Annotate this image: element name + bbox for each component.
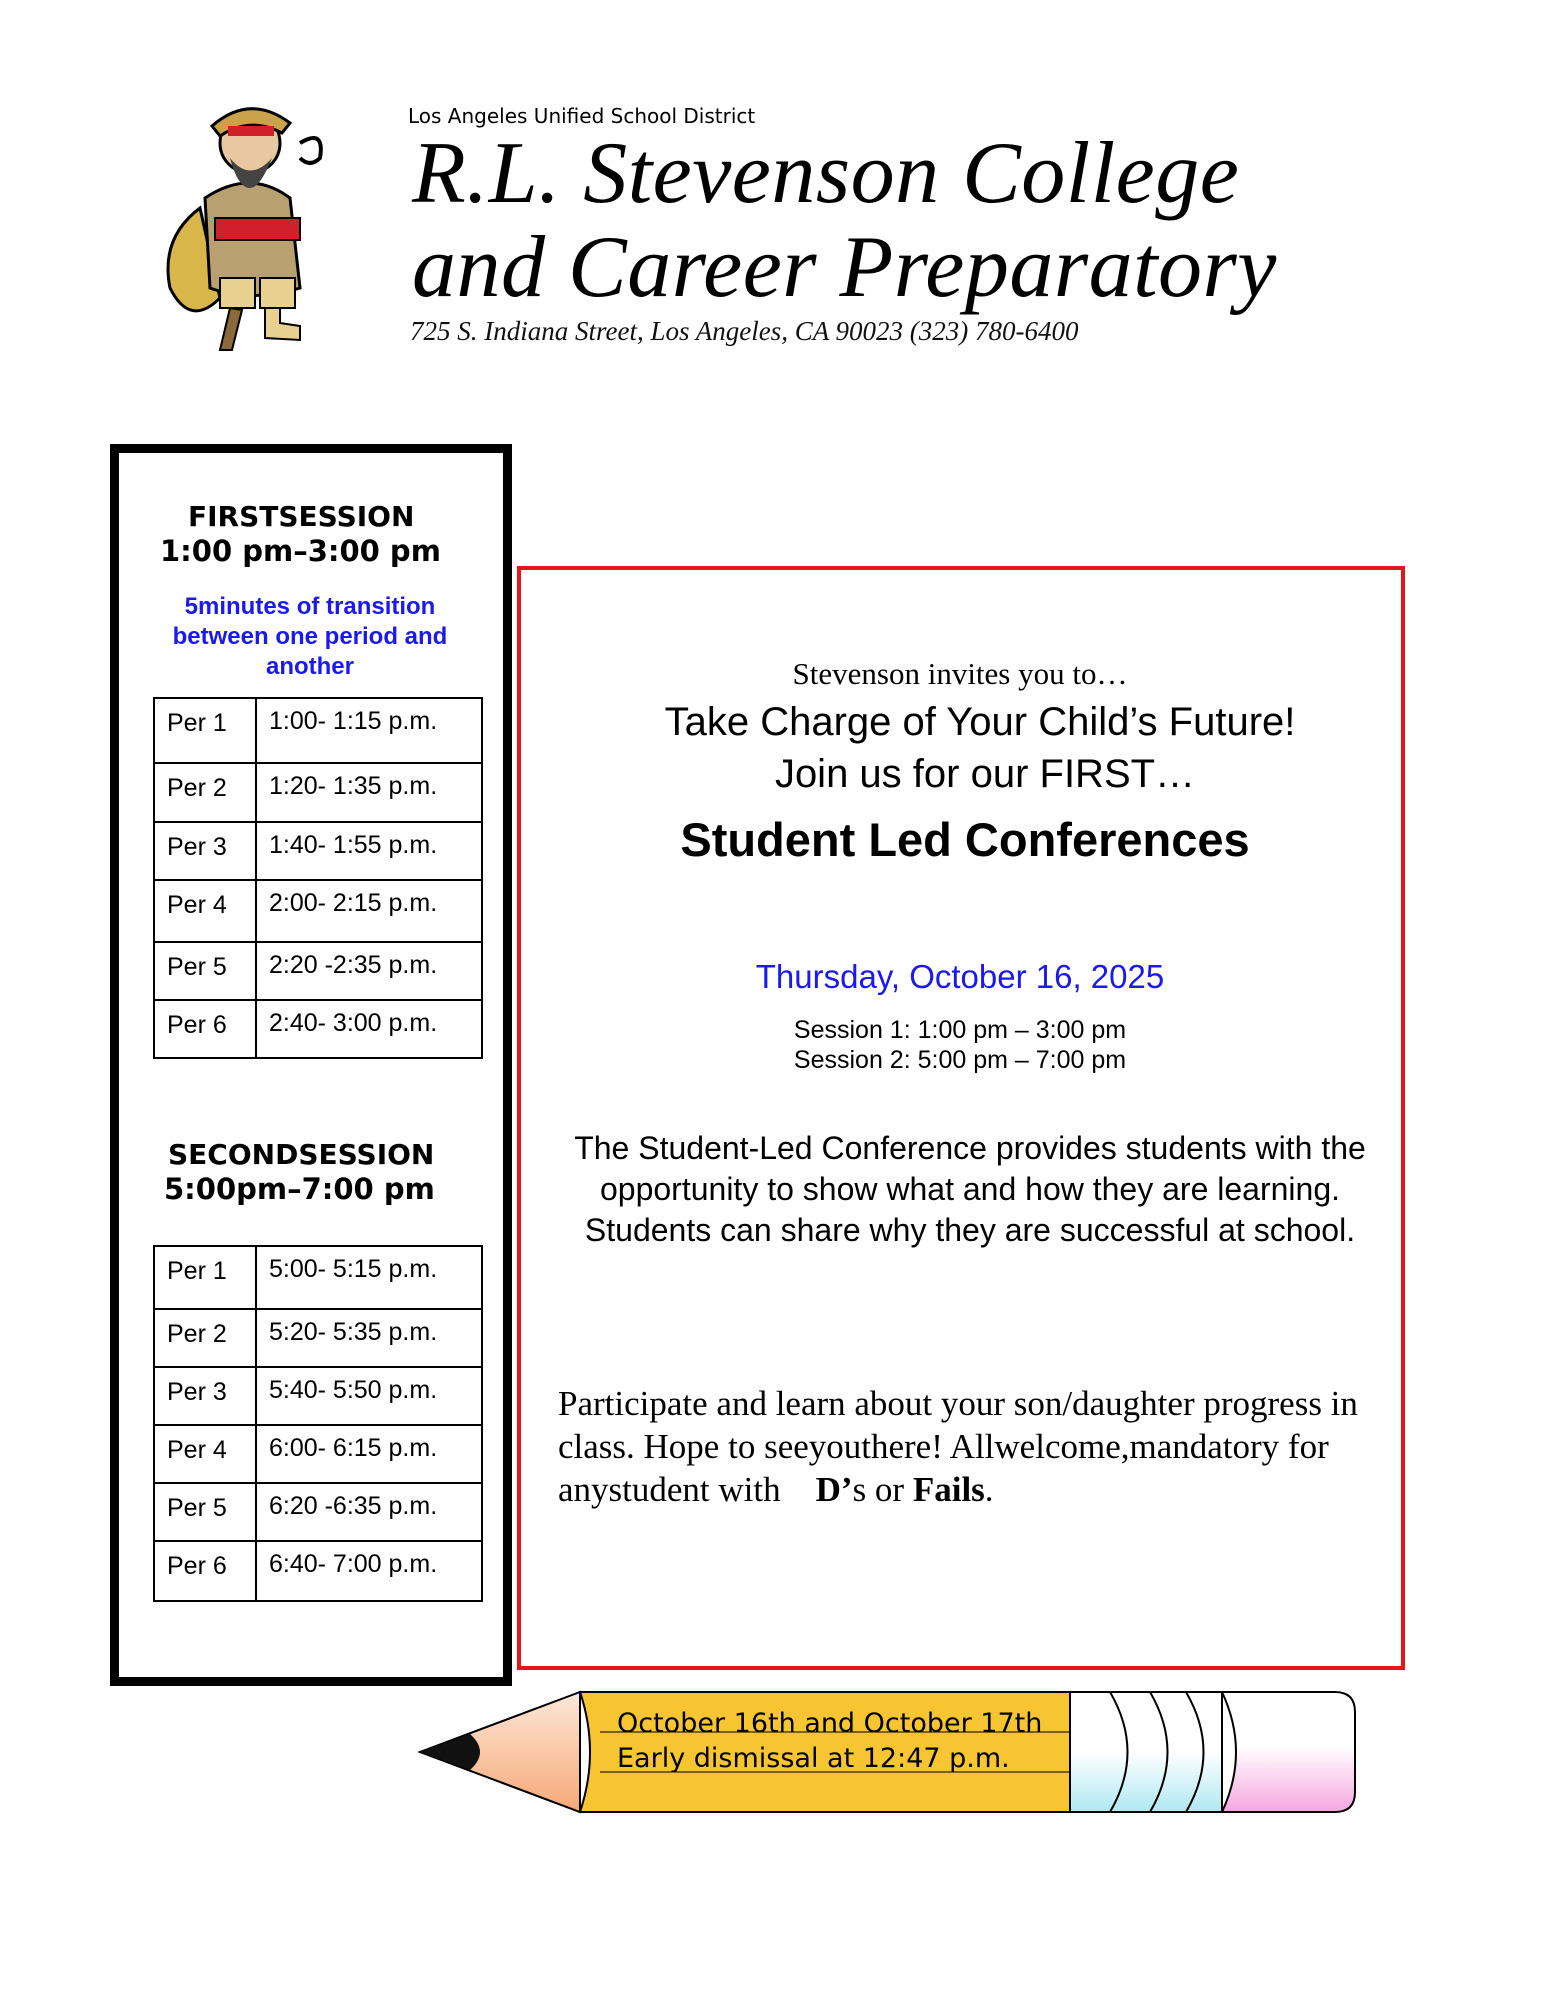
- period-label: Per 3: [154, 1367, 256, 1425]
- pirate-mascot-logo: [150, 88, 350, 358]
- event-date: Thursday, October 16, 2025: [755, 958, 1165, 995]
- period-time: 6:40- 7:00 p.m.: [256, 1541, 482, 1601]
- period-time: 2:40- 3:00 p.m.: [256, 1000, 482, 1058]
- second-session-time: 5:00pm–7:00 pm: [164, 1172, 435, 1206]
- period-time: 6:00- 6:15 p.m.: [256, 1425, 482, 1483]
- s-or-text: s or: [852, 1470, 905, 1509]
- period-row: [154, 942, 482, 1000]
- period-row: [154, 698, 482, 763]
- event-title: Student Led Conferences: [680, 813, 1250, 866]
- period-time: 1:20- 1:35 p.m.: [256, 763, 482, 822]
- pencil-dates: October 16th and October 17th: [617, 1708, 1043, 1739]
- participate-paragraph: [558, 1382, 1378, 1511]
- period-row: [154, 1309, 482, 1367]
- period-row: [154, 822, 482, 880]
- period-label: Per 1: [154, 698, 256, 763]
- period-time: 2:00- 2:15 p.m.: [256, 880, 482, 942]
- first-session-period-table: [153, 697, 483, 1059]
- period-label: Per 4: [154, 880, 256, 942]
- pencil-dismissal: Early dismissal at 12:47 p.m.: [617, 1743, 1010, 1774]
- period-time: 1:00- 1:15 p.m.: [256, 698, 482, 763]
- period-row: [154, 1000, 482, 1058]
- period-label: Per 6: [154, 1541, 256, 1601]
- period-time: 2:20 -2:35 p.m.: [256, 942, 482, 1000]
- conference-description: The Student-Led Conference provides students with the opportunity to show what and how they are learning. Students can share why they are successful at school.: [574, 1130, 1366, 1248]
- period-row: [154, 1246, 482, 1309]
- session-2-time: Session 2: 5:00 pm – 7:00 pm: [793, 1046, 1127, 1074]
- period-time: 5:00- 5:15 p.m.: [256, 1246, 482, 1309]
- district-name: Los Angeles Unified School District: [408, 104, 756, 128]
- period-row: [154, 1425, 482, 1483]
- school-address: 725 S. Indiana Street, Los Angeles, CA 90023 (323) 780-6400: [410, 316, 1079, 346]
- period-label: Per 2: [154, 1309, 256, 1367]
- period-label: Per 5: [154, 1483, 256, 1541]
- period-row: [154, 763, 482, 822]
- participate-text: Participate and learn about your son/daughter progress in class. Hope to seeyouthere! Allwelcome,mandatory for anystudent with: [558, 1384, 1358, 1509]
- period-label: Per 1: [154, 1246, 256, 1309]
- transition-note: 5minutes of transition between one period and another: [172, 593, 448, 680]
- second-session-period-table: [153, 1245, 483, 1602]
- grade-fails: Fails: [912, 1470, 985, 1509]
- first-session-time: 1:00 pm–3:00 pm: [160, 534, 441, 568]
- school-name-line1: R.L. Stevenson College: [412, 125, 1240, 222]
- period-time: 6:20 -6:35 p.m.: [256, 1483, 482, 1541]
- period-row: [154, 1541, 482, 1601]
- period-mark: .: [984, 1470, 994, 1509]
- period-label: Per 5: [154, 942, 256, 1000]
- period-time: 5:20- 5:35 p.m.: [256, 1309, 482, 1367]
- invites-line: Stevenson invites you to…: [792, 656, 1128, 691]
- session-1-time: Session 1: 1:00 pm – 3:00 pm: [793, 1016, 1127, 1044]
- first-session-title: FIRSTSESSION: [188, 500, 415, 533]
- join-line: Join us for our FIRST…: [774, 752, 1196, 796]
- period-label: Per 2: [154, 763, 256, 822]
- period-row: [154, 1483, 482, 1541]
- period-row: [154, 1367, 482, 1425]
- period-time: 5:40- 5:50 p.m.: [256, 1367, 482, 1425]
- second-session-title: SECONDSESSION: [168, 1138, 435, 1171]
- grade-d: D’: [815, 1470, 853, 1509]
- period-label: Per 6: [154, 1000, 256, 1058]
- period-time: 1:40- 1:55 p.m.: [256, 822, 482, 880]
- period-label: Per 3: [154, 822, 256, 880]
- take-charge-line: Take Charge of Your Child’s Future!: [664, 700, 1296, 744]
- period-row: [154, 880, 482, 942]
- school-name-line2: and Career Preparatory: [412, 219, 1277, 316]
- period-label: Per 4: [154, 1425, 256, 1483]
